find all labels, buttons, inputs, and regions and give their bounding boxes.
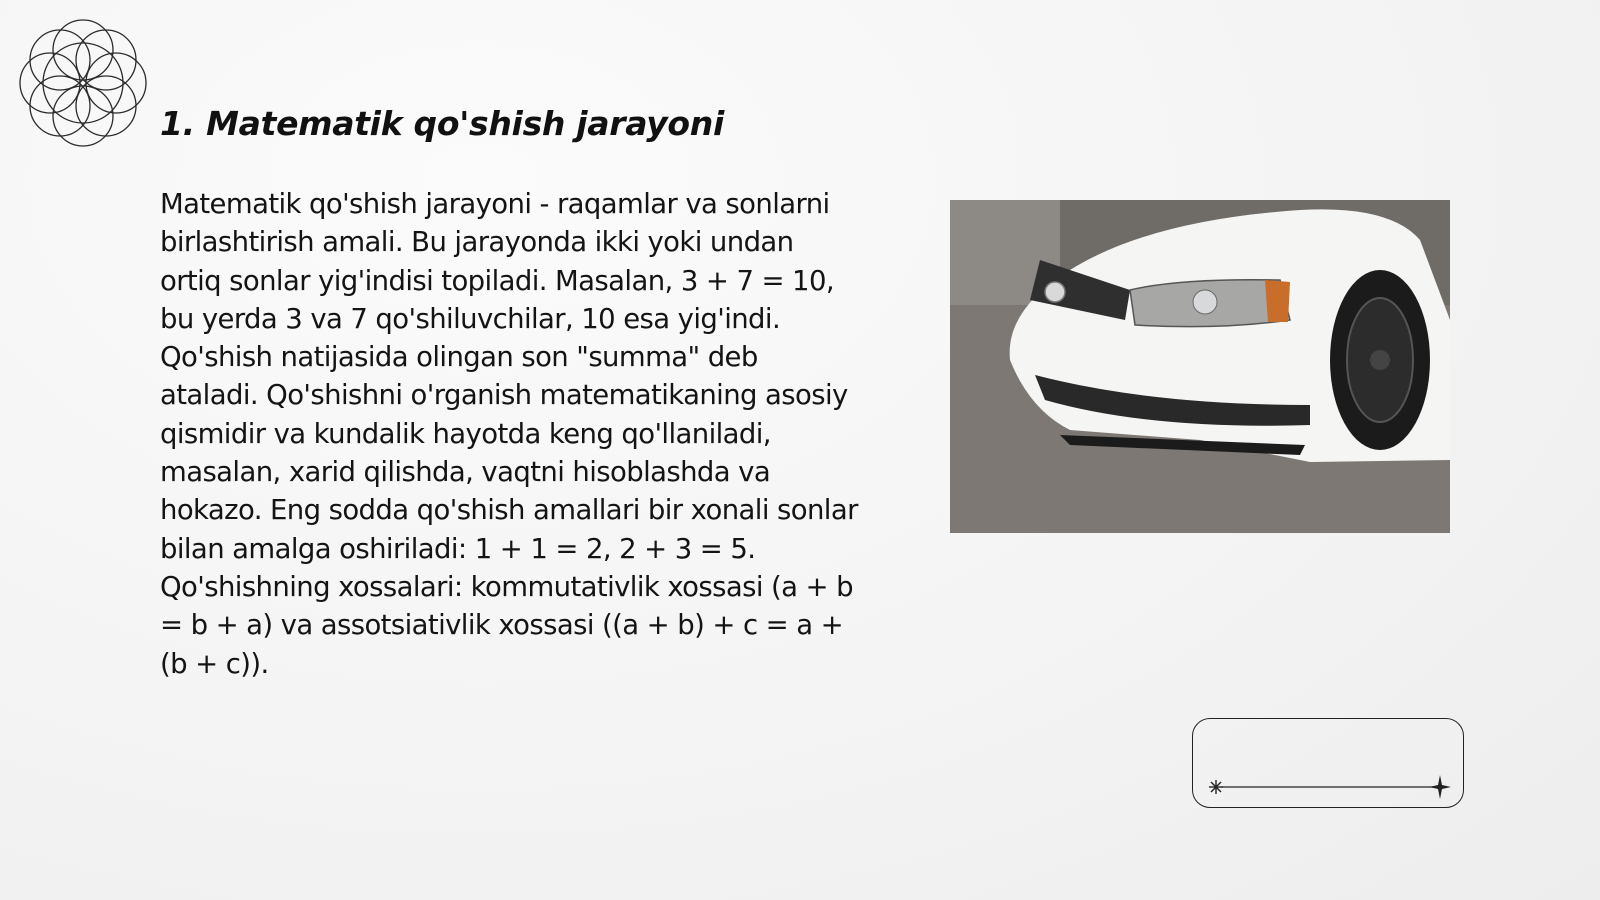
sparkle-line-icon [1193, 719, 1465, 809]
car-photo [950, 200, 1450, 533]
slide-body-text: Matematik qo'shish jarayoni - raqamlar va sonlarni birlashtirish amali. Bu jarayonda ikki yoki undan ortiq sonlar yig'indisi topiladi. Masalan, 3 + 7 = 10, bu yerda 3 va 7 qo'shiluvchilar, 10 esa yig'indi. Qo'shish natijasida olingan son "summa" deb ataladi. Qo'shishni o'rganish matematikaning asosiy qismidir va kundalik hayotda keng qo'llaniladi, masalan, xarid qilishda, vaqtni hisoblashda va hokazo. Eng sodda qo'shish amallari bir xonali sonlar bilan amalga oshiriladi: 1 + 1 = 2, 2 + 3 = 5. Qo'shishning xossalari: kommutativlik xossasi (a + b = b + a) va assotsiativlik xossasi ((a + b) + c = a + (b + c)). [160, 188, 858, 680]
decorative-frame [1192, 718, 1464, 808]
slide-title: 1. Matematik qo'shish jarayoni [160, 104, 724, 143]
spirograph-circle-icon [8, 8, 158, 158]
